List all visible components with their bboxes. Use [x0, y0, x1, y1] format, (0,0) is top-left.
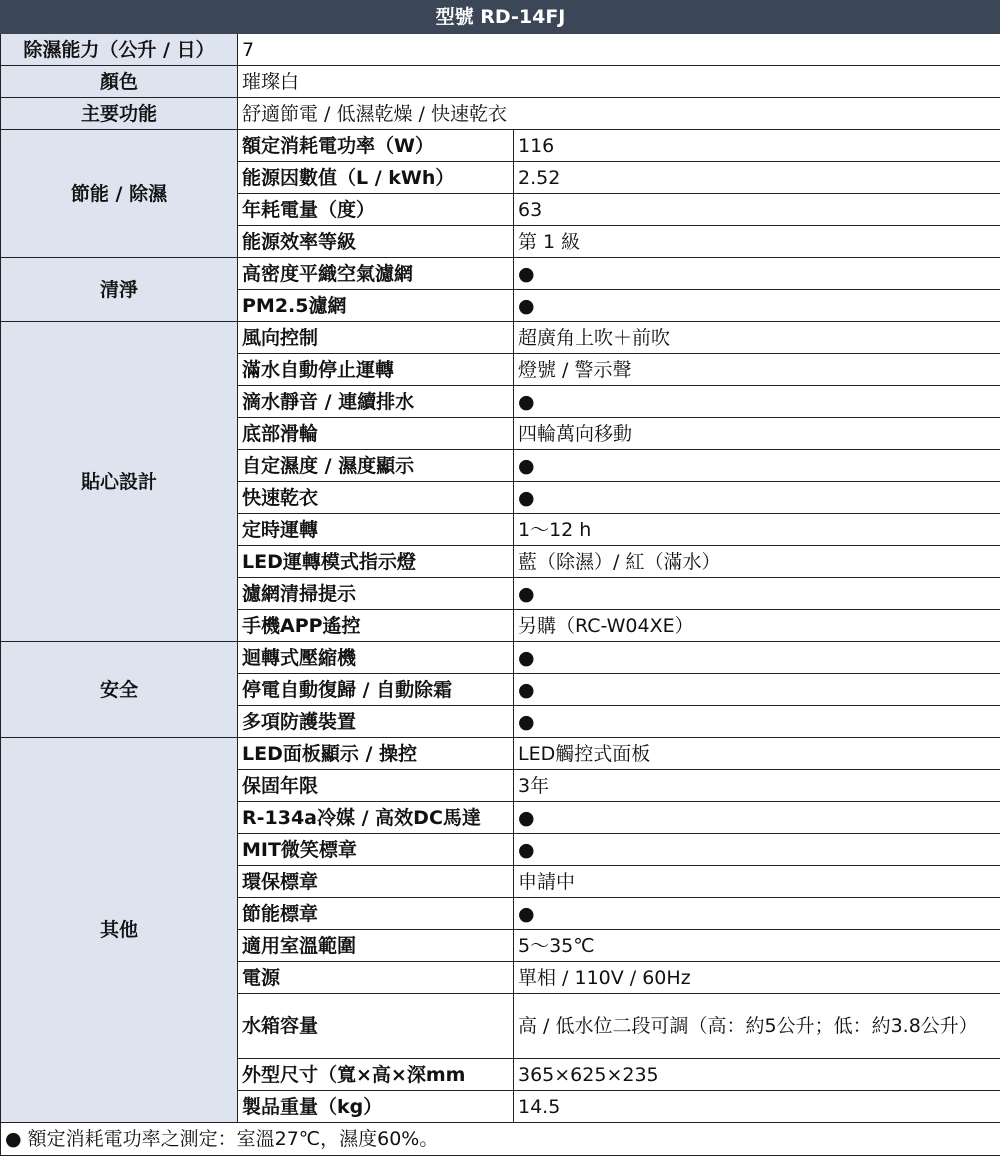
spec-label: 額定消耗電功率（W）	[238, 130, 514, 162]
table-row	[1, 738, 1000, 770]
spec-label: 自定濕度 / 濕度顯示	[238, 450, 514, 482]
category-cell: 安全	[1, 642, 238, 738]
row-value: 璀璨白	[238, 66, 1000, 98]
spec-value: 1～12 h	[514, 514, 1000, 546]
spec-label: LED運轉模式指示燈	[238, 546, 514, 578]
spec-value: 365×625×235	[514, 1059, 1000, 1091]
spec-label: 能源因數值（L / kWh）	[238, 162, 514, 194]
row-label: 顏色	[1, 66, 238, 98]
spec-value: 四輪萬向移動	[514, 418, 1000, 450]
category-cell: 清淨	[1, 258, 238, 322]
spec-value: LED觸控式面板	[514, 738, 1000, 770]
table-row	[1, 322, 1000, 354]
spec-value: ●	[514, 290, 1000, 322]
spec-value: ●	[514, 258, 1000, 290]
row-value: 舒適節電 / 低濕乾燥 / 快速乾衣	[238, 98, 1000, 130]
spec-label: 保固年限	[238, 770, 514, 802]
spec-label: 高密度平織空氣濾網	[238, 258, 514, 290]
spec-value: 高 / 低水位二段可調（高：約5公升；低：約3.8公升）	[514, 994, 1000, 1059]
spec-label: PM2.5濾網	[238, 290, 514, 322]
footnote: ● 額定消耗電功率之測定：室溫27℃，濕度60%。	[1, 1123, 1000, 1156]
row-label: 除濕能力（公升 / 日）	[1, 34, 238, 66]
spec-value: ●	[514, 450, 1000, 482]
table-title: 型號 RD-14FJ	[1, 1, 1000, 34]
spec-label: 定時運轉	[238, 514, 514, 546]
spec-value: 燈號 / 警示聲	[514, 354, 1000, 386]
spec-value: 116	[514, 130, 1000, 162]
category-cell: 其他	[1, 738, 238, 1123]
category-cell: 貼心設計	[1, 322, 238, 642]
spec-label: MIT微笑標章	[238, 834, 514, 866]
spec-label: 滴水靜音 / 連續排水	[238, 386, 514, 418]
spec-value: ●	[514, 802, 1000, 834]
spec-value: 藍（除濕）/ 紅（滿水）	[514, 546, 1000, 578]
spec-label: R-134a冷媒 / 高效DC馬達	[238, 802, 514, 834]
spec-label: 停電自動復歸 / 自動除霜	[238, 674, 514, 706]
spec-label: 底部滑輪	[238, 418, 514, 450]
spec-label: 水箱容量	[238, 994, 514, 1059]
spec-value: ●	[514, 898, 1000, 930]
spec-label: 多項防護裝置	[238, 706, 514, 738]
spec-value: 63	[514, 194, 1000, 226]
category-cell: 節能 / 除濕	[1, 130, 238, 258]
spec-label: 製品重量（kg）	[238, 1091, 514, 1123]
table-row	[1, 258, 1000, 290]
spec-value: ●	[514, 834, 1000, 866]
spec-label: 環保標章	[238, 866, 514, 898]
spec-value: 3年	[514, 770, 1000, 802]
spec-label: 節能標章	[238, 898, 514, 930]
spec-label: 外型尺寸（寬×高×深mm	[238, 1059, 514, 1091]
table-row	[1, 130, 1000, 162]
row-value: 7	[238, 34, 1000, 66]
spec-label: 能源效率等級	[238, 226, 514, 258]
spec-value: 超廣角上吹＋前吹	[514, 322, 1000, 354]
spec-value: ●	[514, 386, 1000, 418]
spec-value: 單相 / 110V / 60Hz	[514, 962, 1000, 994]
spec-value: 2.52	[514, 162, 1000, 194]
spec-label: 年耗電量（度）	[238, 194, 514, 226]
footnote-row	[1, 1123, 1000, 1156]
spec-value: 14.5	[514, 1091, 1000, 1123]
spec-label: 滿水自動停止運轉	[238, 354, 514, 386]
spec-value: ●	[514, 674, 1000, 706]
row-label: 主要功能	[1, 98, 238, 130]
spec-label: 濾網清掃提示	[238, 578, 514, 610]
spec-label: 手機APP遙控	[238, 610, 514, 642]
table-row	[1, 34, 1000, 66]
table-row	[1, 642, 1000, 674]
spec-label: LED面板顯示 / 操控	[238, 738, 514, 770]
spec-label: 快速乾衣	[238, 482, 514, 514]
spec-value: 申請中	[514, 866, 1000, 898]
spec-label: 風向控制	[238, 322, 514, 354]
spec-label: 迴轉式壓縮機	[238, 642, 514, 674]
spec-label: 電源	[238, 962, 514, 994]
spec-label: 適用室溫範圍	[238, 930, 514, 962]
spec-value: ●	[514, 482, 1000, 514]
spec-value: ●	[514, 578, 1000, 610]
table-row	[1, 66, 1000, 98]
spec-value: 另購（RC-W04XE）	[514, 610, 1000, 642]
table-row	[1, 98, 1000, 130]
spec-value: ●	[514, 706, 1000, 738]
spec-value: 5～35℃	[514, 930, 1000, 962]
spec-value: ●	[514, 642, 1000, 674]
spec-value: 第 1 級	[514, 226, 1000, 258]
